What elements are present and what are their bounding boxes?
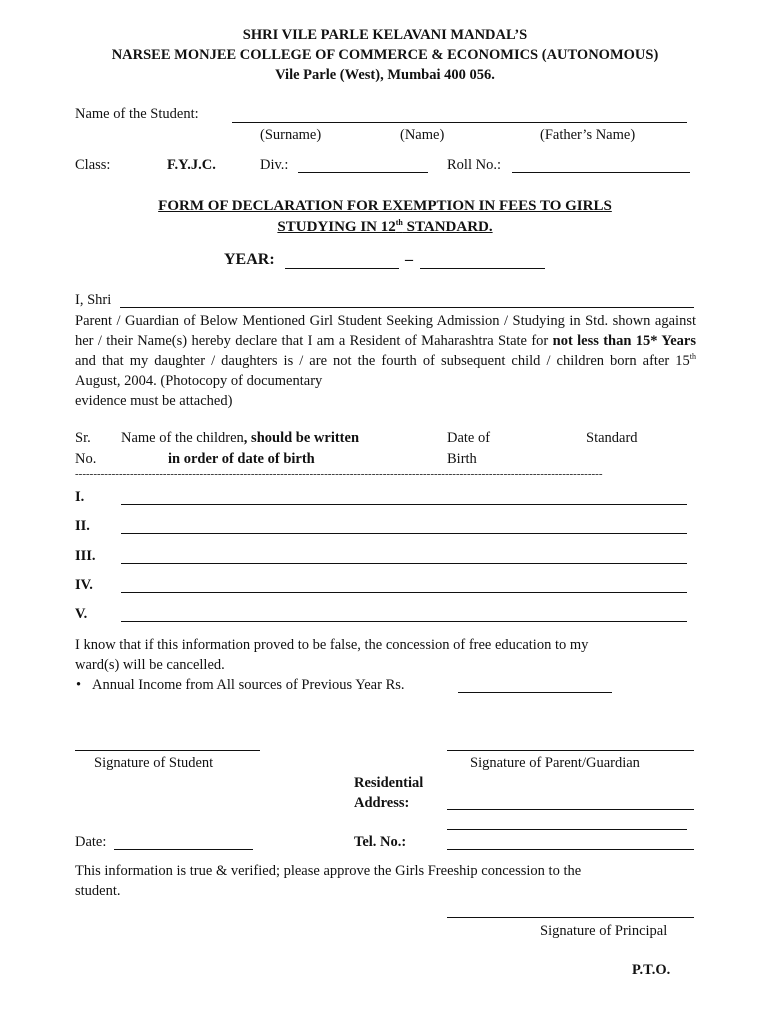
verification-statement-1: This information is true & verified; please approve the Girls Freeship concession to the xyxy=(75,863,582,879)
col-standard-label: Standard xyxy=(586,430,638,446)
child-entry-field-2[interactable] xyxy=(121,533,687,534)
col-sr-label-1: Sr. xyxy=(75,430,91,446)
student-name-label: Name of the Student: xyxy=(75,106,199,122)
institution-trust: SHRI VILE PARLE KELAVANI MANDAL’S xyxy=(242,27,528,43)
col-dob-label-1: Date of xyxy=(447,430,491,446)
tel-field[interactable] xyxy=(447,849,694,850)
bullet-icon: • xyxy=(76,677,82,693)
false-info-statement-2: ward(s) will be cancelled. xyxy=(75,657,225,673)
college-name: NARSEE MONJEE COLLEGE OF COMMERCE & ECONOMICS (AUTONOMOUS) xyxy=(111,47,659,63)
date-field[interactable] xyxy=(114,849,253,850)
form-title-line1: FORM OF DECLARATION FOR EXEMPTION IN FEES TO GIRLS xyxy=(158,198,612,214)
guardian-name-field[interactable] xyxy=(120,307,694,308)
form-title-line2: STUDYING IN 12th STANDARD. xyxy=(277,218,493,235)
principal-signature-caption: Signature of Principal xyxy=(540,923,668,939)
class-value: F.Y.J.C. xyxy=(167,157,216,173)
father-name-caption: (Father’s Name) xyxy=(540,127,636,143)
year-label: YEAR: xyxy=(224,251,275,268)
annual-income-field[interactable] xyxy=(458,692,612,693)
col-name-label-2: in order of date of birth xyxy=(168,451,315,467)
parent-signature-line[interactable] xyxy=(447,750,694,751)
declaration-paragraph: Parent / Guardian of Below Mentioned Girl Student Seeking Admission / Studying in Std. shown against her / their Name(s) hereby declare that I am a Resident of Maharashtra State for not less than 15* Years and that my daughter / daughters is / are not the fourth of subsequent child / children born after 15th August, 2004. (Photocopy of documentary evidence must be attached) xyxy=(75,313,696,409)
div-field[interactable] xyxy=(298,172,428,173)
address-field-1[interactable] xyxy=(447,809,694,810)
address-field-2[interactable] xyxy=(447,829,687,830)
principal-signature-line[interactable] xyxy=(447,917,694,918)
row-number-3: III. xyxy=(75,548,96,564)
residential-label-2: Address: xyxy=(354,795,410,811)
row-number-5: V. xyxy=(75,606,88,622)
row-number-1: I. xyxy=(75,489,85,505)
tel-label: Tel. No.: xyxy=(354,834,407,850)
child-entry-field-5[interactable] xyxy=(121,621,687,622)
residential-label-1: Residential xyxy=(354,775,424,791)
name-caption: (Name) xyxy=(400,127,445,143)
col-sr-label-2: No. xyxy=(75,451,97,467)
surname-caption: (Surname) xyxy=(260,127,322,143)
roll-label: Roll No.: xyxy=(447,157,501,173)
child-entry-field-3[interactable] xyxy=(121,563,687,564)
date-label: Date: xyxy=(75,834,107,850)
year-separator: – xyxy=(405,251,413,268)
student-name-field[interactable] xyxy=(232,122,687,123)
annual-income-label: Annual Income from All sources of Previous Year Rs. xyxy=(92,677,405,693)
shri-label: I, Shri xyxy=(75,292,112,308)
roll-field[interactable] xyxy=(512,172,690,173)
div-label: Div.: xyxy=(260,157,289,173)
child-entry-field-4[interactable] xyxy=(121,592,687,593)
pto-note: P.T.O. xyxy=(632,962,671,978)
year-from-field[interactable] xyxy=(285,268,399,269)
class-label: Class: xyxy=(75,157,111,173)
col-dob-label-2: Birth xyxy=(447,451,477,467)
row-number-2: II. xyxy=(75,518,90,534)
student-signature-caption: Signature of Student xyxy=(94,755,214,771)
col-name-label-1: Name of the children, should be written xyxy=(121,430,360,446)
false-info-statement-1: I know that if this information proved to be false, the concession of free education to my xyxy=(75,637,589,653)
verification-statement-2: student. xyxy=(75,883,121,899)
student-signature-line[interactable] xyxy=(75,750,260,751)
table-header-divider: ------------------------------------------------------------------------------------------------------------------------------------------------ xyxy=(75,471,603,477)
parent-signature-caption: Signature of Parent/Guardian xyxy=(470,755,640,771)
child-entry-field-1[interactable] xyxy=(121,504,687,505)
year-to-field[interactable] xyxy=(420,268,545,269)
row-number-4: IV. xyxy=(75,577,93,593)
college-address: Vile Parle (West), Mumbai 400 056. xyxy=(275,67,495,83)
